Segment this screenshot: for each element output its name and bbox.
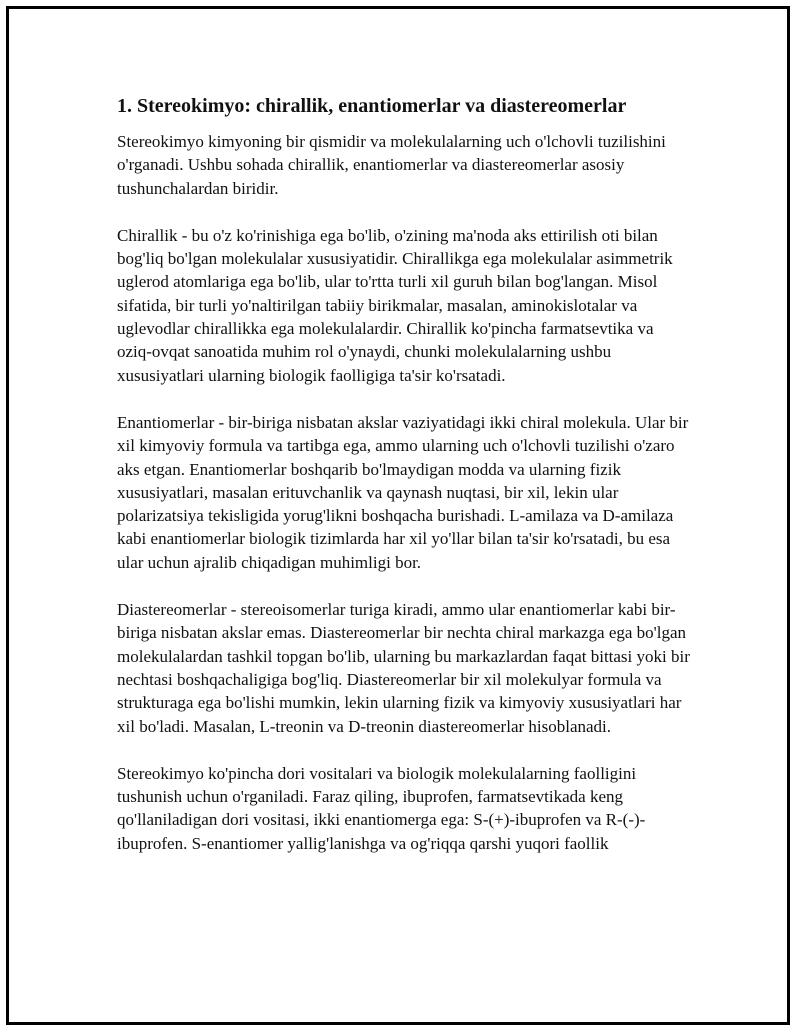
document-title: 1. Stereokimyo: chirallik, enantiomerlar va diastereomerlar (117, 95, 627, 117)
ibuprofen-paragraph: Stereokimyo ko'pincha dori vositalari va biologik molekulalarning faolligini tushunish uchun o'rganiladi. Faraz qiling, ibuprofen, farmatsevtikada keng qo'llaniladigan dori vositasi, ikki enantiomerga ega: S-(+)-ibuprofen va R-(-)-ibuprofen. S-enantiomer yallig'lanishga va og'riqqa qarshi yuqori faollik (117, 763, 646, 853)
chirality-paragraph: Chirallik - bu o'z ko'rinishiga ega bo'lib, o'zining ma'noda aks ettirilish oti bilan bog'liq bo'lgan molekulalar xususiyatidir. Chirallikga ega molekulalar asimmetrik uglerod atomlariga ega bo'lib, ular to'rtta turli xil guruh bilan bog'langan. Misol sifatida, bir turli yo'naltirilgan tabiiy birikmalar, masalan, aminokislotalar va uglevodlar chirallikka ega molekulalardir. Chirallik ko'pincha farmatsevtika va oziq-ovqat sanoatida muhim rol o'ynaydi, chunki molekulalarning ushbu xususiyatlari ularning biologik faolligiga ta'sir ko'rsatadi. (117, 225, 673, 385)
diastereomers-paragraph: Diastereomerlar - stereoisomerlar turiga kiradi, ammo ular enantiomerlar kabi bir-biriga nisbatan akslar emas. Diastereomerlar bir nechta chiral markazga ega bo'lgan molekulalardan tashkil topgan bo'lib, ularning bu markazlardan faqat bittasi yoki bir nechtasi boshqachaligiga bog'liq. Diastereomerlar bir xil molekulyar formula va strukturaga ega bo'lishi mumkin, lekin ularning fizik va kimyoviy xususiyatlari har xil bo'ladi. Masalan, L-treonin va D-treonin diastereomerlar hisoblanadi. (117, 600, 690, 736)
document-body (117, 92, 692, 879)
intro-paragraph: Stereokimyo kimyoning bir qismidir va molekulalarning uch o'lchovli tuzilishini o'rganadi. Ushbu sohada chirallik, enantiomerlar va diastereomerlar asosiy tushunchalardan biridir. (117, 132, 666, 198)
enantiomers-paragraph: Enantiomerlar - bir-biriga nisbatan akslar vaziyatidagi ikki chiral molekula. Ular bir xil kimyoviy formula va tartibga ega, ammo ularning uch o'lchovli tuzilishi o'zaro aks etgan. Enantiomerlar boshqarib bo'lmaydigan modda va ularning fizik xususiyatlari, masalan erituvchanlik va qaynash nuqtasi, bir xil, lekin ular polarizatsiya tekisligida yorug'likni boshqacha burishadi. L-amilaza va D-amilaza kabi enantiomerlar biologik tizimlarda har xil yo'llar bilan ta'sir ko'rsatadi, bu esa ular uchun ajralib chiqadigan muhimligi bor. (117, 412, 689, 572)
